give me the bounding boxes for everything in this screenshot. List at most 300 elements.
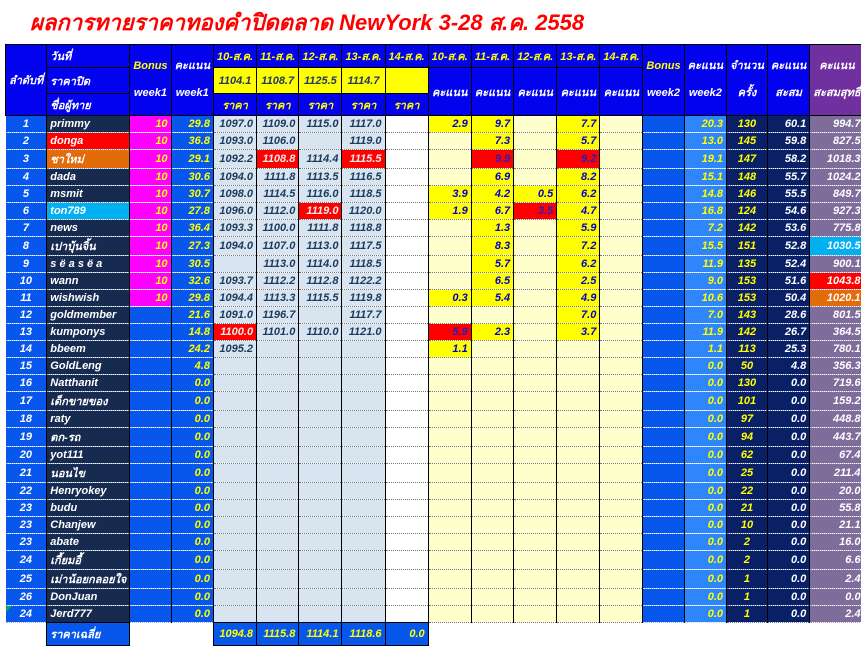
cell-price[interactable] [385, 483, 428, 500]
cell-bonus-week1[interactable]: 10 [130, 150, 171, 169]
cell-score[interactable] [514, 428, 557, 447]
cell-price[interactable]: 1119.8 [342, 290, 385, 307]
cell-rank[interactable]: 24 [6, 606, 47, 623]
cell-score[interactable] [514, 606, 557, 623]
cell-score-net[interactable]: 1018.3 [810, 150, 861, 169]
cell-rank[interactable]: 26 [6, 589, 47, 606]
cell-price[interactable] [213, 483, 256, 500]
cell-score-total[interactable]: 54.6 [767, 203, 809, 220]
cell-rank[interactable]: 21 [6, 464, 47, 483]
cell-price[interactable] [257, 606, 299, 623]
cell-rank[interactable]: 23 [6, 500, 47, 517]
cell-score[interactable]: 5.7 [471, 256, 513, 273]
cell-count[interactable]: 22 [727, 483, 768, 500]
cell-price[interactable]: 1117.7 [342, 307, 385, 324]
cell-rank[interactable]: 9 [6, 256, 47, 273]
cell-price[interactable] [213, 411, 256, 428]
cell-score[interactable] [471, 307, 513, 324]
cell-rank[interactable]: 7 [6, 220, 47, 237]
cell-score[interactable] [557, 534, 600, 551]
cell-score-total[interactable]: 0.0 [767, 392, 809, 411]
cell-price[interactable]: 1107.0 [257, 237, 299, 256]
cell-name[interactable]: kumponys [47, 324, 130, 341]
cell-score-total[interactable]: 0.0 [767, 551, 809, 570]
cell-count[interactable]: 146 [727, 186, 768, 203]
cell-price[interactable] [385, 589, 428, 606]
cell-rank[interactable]: 17 [6, 392, 47, 411]
cell-score[interactable] [514, 256, 557, 273]
cell-bonus-week2[interactable] [643, 150, 684, 169]
cell-bonus-week1[interactable] [130, 341, 171, 358]
cell-price[interactable] [213, 606, 256, 623]
cell-score-week1[interactable]: 0.0 [171, 411, 213, 428]
cell-score-week1[interactable]: 27.3 [171, 237, 213, 256]
cell-name[interactable]: DonJuan [47, 589, 130, 606]
cell-score[interactable] [471, 411, 513, 428]
cell-price[interactable]: 1093.0 [213, 133, 256, 150]
cell-price[interactable] [342, 411, 385, 428]
cell-score[interactable] [514, 534, 557, 551]
cell-score-week1[interactable]: 0.0 [171, 551, 213, 570]
cell-score[interactable] [514, 500, 557, 517]
cell-name[interactable]: เกี้ยมอี้ [47, 551, 130, 570]
cell-score-week2[interactable]: 16.8 [684, 203, 726, 220]
cell-price[interactable] [213, 464, 256, 483]
cell-bonus-week2[interactable] [643, 517, 684, 534]
cell-score-week2[interactable]: 0.0 [684, 375, 726, 392]
cell-score[interactable] [557, 500, 600, 517]
cell-price[interactable] [213, 517, 256, 534]
cell-price[interactable] [257, 411, 299, 428]
cell-score-net[interactable]: 443.7 [810, 428, 861, 447]
cell-score-net[interactable]: 719.6 [810, 375, 861, 392]
cell-score[interactable]: 7.3 [471, 133, 513, 150]
cell-price[interactable] [299, 551, 342, 570]
cell-price[interactable]: 1113.0 [257, 256, 299, 273]
cell-bonus-week1[interactable] [130, 606, 171, 623]
cell-score-total[interactable]: 52.4 [767, 256, 809, 273]
cell-price[interactable] [385, 273, 428, 290]
cell-score-week1[interactable]: 4.8 [171, 358, 213, 375]
cell-score-net[interactable]: 0.0 [810, 589, 861, 606]
cell-bonus-week1[interactable]: 10 [130, 186, 171, 203]
cell-score-week1[interactable]: 0.0 [171, 606, 213, 623]
cell-score-week2[interactable]: 0.0 [684, 392, 726, 411]
cell-score[interactable] [600, 150, 643, 169]
cell-score-week1[interactable]: 0.0 [171, 500, 213, 517]
cell-price[interactable]: 1101.0 [257, 324, 299, 341]
cell-count[interactable]: 10 [727, 517, 768, 534]
cell-score-total[interactable]: 60.1 [767, 116, 809, 133]
cell-count[interactable]: 25 [727, 464, 768, 483]
cell-score-total[interactable]: 0.0 [767, 464, 809, 483]
cell-price[interactable]: 1111.8 [299, 220, 342, 237]
cell-score[interactable]: 2.3 [471, 324, 513, 341]
cell-price[interactable] [342, 534, 385, 551]
cell-score[interactable] [600, 237, 643, 256]
cell-score[interactable] [428, 256, 471, 273]
cell-bonus-week1[interactable] [130, 589, 171, 606]
cell-score[interactable] [471, 589, 513, 606]
cell-price[interactable] [213, 500, 256, 517]
cell-name[interactable]: yot111 [47, 447, 130, 464]
cell-score[interactable] [514, 483, 557, 500]
cell-score-total[interactable]: 59.8 [767, 133, 809, 150]
cell-price[interactable]: 1113.5 [299, 169, 342, 186]
cell-count[interactable]: 124 [727, 203, 768, 220]
cell-score[interactable] [600, 392, 643, 411]
cell-score[interactable] [428, 273, 471, 290]
cell-score[interactable] [471, 358, 513, 375]
cell-score[interactable] [514, 237, 557, 256]
cell-score-week1[interactable]: 27.8 [171, 203, 213, 220]
cell-price[interactable] [385, 358, 428, 375]
cell-score[interactable] [514, 341, 557, 358]
cell-price[interactable]: 1111.8 [257, 169, 299, 186]
cell-score[interactable] [600, 428, 643, 447]
cell-price[interactable] [299, 534, 342, 551]
cell-price[interactable] [213, 447, 256, 464]
cell-name[interactable]: budu [47, 500, 130, 517]
cell-score[interactable]: 8.3 [471, 237, 513, 256]
cell-score[interactable] [428, 150, 471, 169]
cell-score-week2[interactable]: 10.6 [684, 290, 726, 307]
cell-score[interactable] [514, 589, 557, 606]
cell-rank[interactable]: 1 [6, 116, 47, 133]
cell-score-week1[interactable]: 29.8 [171, 290, 213, 307]
cell-score[interactable] [600, 341, 643, 358]
cell-score-net[interactable]: 927.3 [810, 203, 861, 220]
cell-price[interactable]: 1119.0 [299, 203, 342, 220]
cell-name[interactable]: เม่าน้อยกลอยใจ [47, 570, 130, 589]
cell-score-week2[interactable]: 15.5 [684, 237, 726, 256]
cell-price[interactable]: 1092.2 [213, 150, 256, 169]
cell-count[interactable]: 101 [727, 392, 768, 411]
cell-price[interactable] [299, 411, 342, 428]
cell-bonus-week2[interactable] [643, 324, 684, 341]
cell-bonus-week1[interactable] [130, 428, 171, 447]
cell-score-total[interactable]: 0.0 [767, 517, 809, 534]
cell-price[interactable] [385, 203, 428, 220]
cell-score-net[interactable]: 55.8 [810, 500, 861, 517]
cell-price[interactable] [385, 307, 428, 324]
cell-price[interactable] [257, 447, 299, 464]
cell-bonus-week2[interactable] [643, 341, 684, 358]
cell-score[interactable] [600, 551, 643, 570]
cell-bonus-week2[interactable] [643, 237, 684, 256]
cell-score-total[interactable]: 0.0 [767, 606, 809, 623]
cell-price[interactable] [299, 341, 342, 358]
cell-price[interactable] [385, 220, 428, 237]
cell-score-total[interactable]: 26.7 [767, 324, 809, 341]
cell-score-total[interactable]: 58.2 [767, 150, 809, 169]
cell-count[interactable]: 97 [727, 411, 768, 428]
cell-score[interactable] [428, 500, 471, 517]
cell-price[interactable] [257, 375, 299, 392]
cell-rank[interactable]: 20 [6, 447, 47, 464]
cell-score[interactable] [471, 392, 513, 411]
cell-price[interactable] [385, 150, 428, 169]
cell-price[interactable]: 1118.5 [342, 256, 385, 273]
cell-price[interactable] [385, 411, 428, 428]
cell-score[interactable]: 4.9 [557, 290, 600, 307]
cell-bonus-week2[interactable] [643, 411, 684, 428]
cell-bonus-week2[interactable] [643, 169, 684, 186]
cell-score[interactable] [514, 411, 557, 428]
cell-score[interactable] [600, 570, 643, 589]
cell-score[interactable]: 6.2 [557, 186, 600, 203]
cell-score-net[interactable]: 827.5 [810, 133, 861, 150]
cell-rank[interactable]: 4 [6, 169, 47, 186]
cell-score-net[interactable]: 994.7 [810, 116, 861, 133]
cell-score[interactable]: 5.9 [557, 220, 600, 237]
cell-score[interactable] [557, 411, 600, 428]
cell-score-week2[interactable]: 0.0 [684, 551, 726, 570]
cell-price[interactable] [299, 307, 342, 324]
cell-score[interactable] [600, 534, 643, 551]
cell-score[interactable] [514, 116, 557, 133]
cell-score[interactable] [514, 447, 557, 464]
cell-name[interactable]: GoldLeng [47, 358, 130, 375]
cell-score-week2[interactable]: 0.0 [684, 358, 726, 375]
cell-bonus-week1[interactable]: 10 [130, 169, 171, 186]
cell-score[interactable] [428, 133, 471, 150]
cell-bonus-week2[interactable] [643, 220, 684, 237]
cell-price[interactable]: 1117.5 [342, 237, 385, 256]
cell-bonus-week1[interactable] [130, 464, 171, 483]
cell-bonus-week2[interactable] [643, 606, 684, 623]
cell-score[interactable]: 1.3 [471, 220, 513, 237]
cell-score-week2[interactable]: 19.1 [684, 150, 726, 169]
cell-score[interactable] [557, 589, 600, 606]
cell-price[interactable] [342, 517, 385, 534]
cell-price[interactable]: 1116.5 [342, 169, 385, 186]
cell-average-price[interactable]: 0.0 [385, 623, 428, 646]
cell-price[interactable] [342, 589, 385, 606]
cell-rank[interactable]: 23 [6, 534, 47, 551]
cell-score[interactable]: 4.7 [557, 203, 600, 220]
cell-count[interactable]: 142 [727, 324, 768, 341]
cell-name[interactable]: wishwish [47, 290, 130, 307]
cell-name[interactable]: Henryokey [47, 483, 130, 500]
cell-count[interactable]: 62 [727, 447, 768, 464]
cell-score-week2[interactable]: 20.3 [684, 116, 726, 133]
cell-score[interactable] [514, 273, 557, 290]
cell-score[interactable]: 9.2 [557, 150, 600, 169]
cell-count[interactable]: 113 [727, 341, 768, 358]
cell-score-week2[interactable]: 7.2 [684, 220, 726, 237]
cell-score[interactable] [557, 358, 600, 375]
cell-score[interactable]: 6.7 [471, 203, 513, 220]
cell-score-net[interactable]: 775.8 [810, 220, 861, 237]
cell-score[interactable] [600, 375, 643, 392]
cell-score[interactable]: 7.2 [557, 237, 600, 256]
cell-score[interactable] [428, 464, 471, 483]
cell-price[interactable] [385, 517, 428, 534]
cell-price[interactable]: 1098.0 [213, 186, 256, 203]
cell-bonus-week1[interactable] [130, 570, 171, 589]
cell-score[interactable] [514, 570, 557, 589]
cell-bonus-week1[interactable] [130, 411, 171, 428]
cell-score[interactable]: 6.2 [557, 256, 600, 273]
cell-price[interactable] [213, 392, 256, 411]
cell-score-week1[interactable]: 29.1 [171, 150, 213, 169]
cell-score-total[interactable]: 0.0 [767, 483, 809, 500]
cell-score-net[interactable]: 900.1 [810, 256, 861, 273]
cell-score-net[interactable]: 448.8 [810, 411, 861, 428]
cell-price[interactable]: 1196.7 [257, 307, 299, 324]
cell-score[interactable] [428, 307, 471, 324]
cell-score[interactable]: 9.7 [471, 116, 513, 133]
cell-score[interactable] [600, 517, 643, 534]
cell-score[interactable]: 8.2 [557, 169, 600, 186]
cell-price[interactable] [342, 447, 385, 464]
cell-score[interactable]: 3.9 [428, 186, 471, 203]
cell-count[interactable]: 135 [727, 256, 768, 273]
cell-price[interactable] [299, 483, 342, 500]
cell-score[interactable] [600, 358, 643, 375]
cell-name[interactable]: abate [47, 534, 130, 551]
cell-score[interactable] [428, 447, 471, 464]
cell-price[interactable]: 1109.0 [257, 116, 299, 133]
cell-score-week1[interactable]: 14.8 [171, 324, 213, 341]
cell-score[interactable] [514, 551, 557, 570]
cell-bonus-week2[interactable] [643, 290, 684, 307]
cell-count[interactable]: 130 [727, 116, 768, 133]
cell-score-week2[interactable]: 15.1 [684, 169, 726, 186]
cell-bonus-week2[interactable] [643, 447, 684, 464]
cell-average-price[interactable]: 1094.8 [213, 623, 256, 646]
cell-price[interactable] [299, 447, 342, 464]
cell-bonus-week1[interactable]: 10 [130, 290, 171, 307]
cell-score[interactable] [557, 428, 600, 447]
cell-bonus-week2[interactable] [643, 392, 684, 411]
cell-count[interactable]: 2 [727, 534, 768, 551]
cell-score-total[interactable]: 0.0 [767, 534, 809, 551]
cell-price[interactable] [342, 392, 385, 411]
cell-score-net[interactable]: 801.5 [810, 307, 861, 324]
cell-count[interactable]: 21 [727, 500, 768, 517]
cell-score-week2[interactable]: 7.0 [684, 307, 726, 324]
cell-score-net[interactable]: 2.4 [810, 570, 861, 589]
cell-score-week2[interactable]: 0.0 [684, 589, 726, 606]
cell-score[interactable] [514, 358, 557, 375]
cell-price[interactable] [385, 256, 428, 273]
cell-score[interactable] [428, 589, 471, 606]
cell-rank[interactable]: 11 [6, 290, 47, 307]
cell-bonus-week2[interactable] [643, 133, 684, 150]
cell-score[interactable]: 1.1 [428, 341, 471, 358]
cell-score-total[interactable]: 0.0 [767, 375, 809, 392]
cell-score-net[interactable]: 211.4 [810, 464, 861, 483]
cell-score[interactable] [471, 464, 513, 483]
cell-score-net[interactable]: 1043.8 [810, 273, 861, 290]
cell-score[interactable] [428, 534, 471, 551]
cell-price[interactable] [299, 428, 342, 447]
cell-average-price[interactable]: 1114.1 [299, 623, 342, 646]
cell-score[interactable] [514, 307, 557, 324]
cell-score[interactable] [600, 169, 643, 186]
cell-price[interactable]: 1119.0 [342, 133, 385, 150]
cell-score[interactable] [428, 483, 471, 500]
cell-score[interactable] [600, 273, 643, 290]
cell-score[interactable] [428, 375, 471, 392]
cell-name[interactable]: Chanjew [47, 517, 130, 534]
cell-price[interactable] [299, 375, 342, 392]
cell-score-week1[interactable]: 0.0 [171, 483, 213, 500]
cell-score[interactable] [428, 358, 471, 375]
cell-bonus-week1[interactable]: 10 [130, 256, 171, 273]
cell-price[interactable] [342, 483, 385, 500]
cell-score-week2[interactable]: 13.0 [684, 133, 726, 150]
cell-price[interactable] [299, 133, 342, 150]
cell-score[interactable] [514, 375, 557, 392]
cell-score[interactable] [600, 447, 643, 464]
cell-name[interactable]: raty [47, 411, 130, 428]
cell-score-total[interactable]: 51.6 [767, 273, 809, 290]
cell-average-price[interactable]: 1115.8 [257, 623, 299, 646]
cell-score[interactable] [557, 341, 600, 358]
cell-rank[interactable]: 12 [6, 307, 47, 324]
cell-bonus-week1[interactable] [130, 500, 171, 517]
cell-price[interactable] [213, 358, 256, 375]
cell-count[interactable]: 1 [727, 589, 768, 606]
cell-bonus-week2[interactable] [643, 307, 684, 324]
cell-price[interactable] [299, 517, 342, 534]
cell-score-week1[interactable]: 0.0 [171, 447, 213, 464]
cell-score-total[interactable]: 0.0 [767, 589, 809, 606]
cell-price[interactable] [257, 464, 299, 483]
cell-name[interactable]: primmy [47, 116, 130, 133]
cell-count[interactable]: 94 [727, 428, 768, 447]
cell-bonus-week2[interactable] [643, 375, 684, 392]
cell-score[interactable] [428, 237, 471, 256]
cell-score[interactable] [600, 203, 643, 220]
cell-price[interactable] [342, 570, 385, 589]
cell-name[interactable]: news [47, 220, 130, 237]
cell-score-net[interactable]: 356.3 [810, 358, 861, 375]
cell-name[interactable]: ชาใหม่ [47, 150, 130, 169]
cell-score-week1[interactable]: 0.0 [171, 589, 213, 606]
cell-score[interactable] [600, 220, 643, 237]
cell-bonus-week2[interactable] [643, 358, 684, 375]
cell-score[interactable] [428, 411, 471, 428]
cell-rank[interactable]: 6 [6, 203, 47, 220]
cell-score[interactable] [514, 392, 557, 411]
cell-count[interactable]: 143 [727, 307, 768, 324]
cell-price[interactable] [385, 133, 428, 150]
cell-price[interactable]: 1108.8 [257, 150, 299, 169]
cell-score-total[interactable]: 0.0 [767, 447, 809, 464]
cell-score[interactable] [471, 500, 513, 517]
cell-price[interactable]: 1116.0 [299, 186, 342, 203]
cell-price[interactable] [299, 500, 342, 517]
cell-score[interactable] [471, 606, 513, 623]
cell-price[interactable] [213, 375, 256, 392]
cell-rank[interactable]: 14 [6, 341, 47, 358]
cell-score-week2[interactable]: 1.1 [684, 341, 726, 358]
cell-score[interactable] [600, 186, 643, 203]
cell-count[interactable]: 130 [727, 375, 768, 392]
cell-bonus-week1[interactable] [130, 392, 171, 411]
cell-rank[interactable]: 19 [6, 428, 47, 447]
cell-price[interactable] [257, 341, 299, 358]
cell-score[interactable] [514, 169, 557, 186]
cell-price[interactable] [385, 290, 428, 307]
cell-score[interactable] [471, 551, 513, 570]
cell-price[interactable]: 1114.5 [257, 186, 299, 203]
cell-score[interactable] [514, 133, 557, 150]
